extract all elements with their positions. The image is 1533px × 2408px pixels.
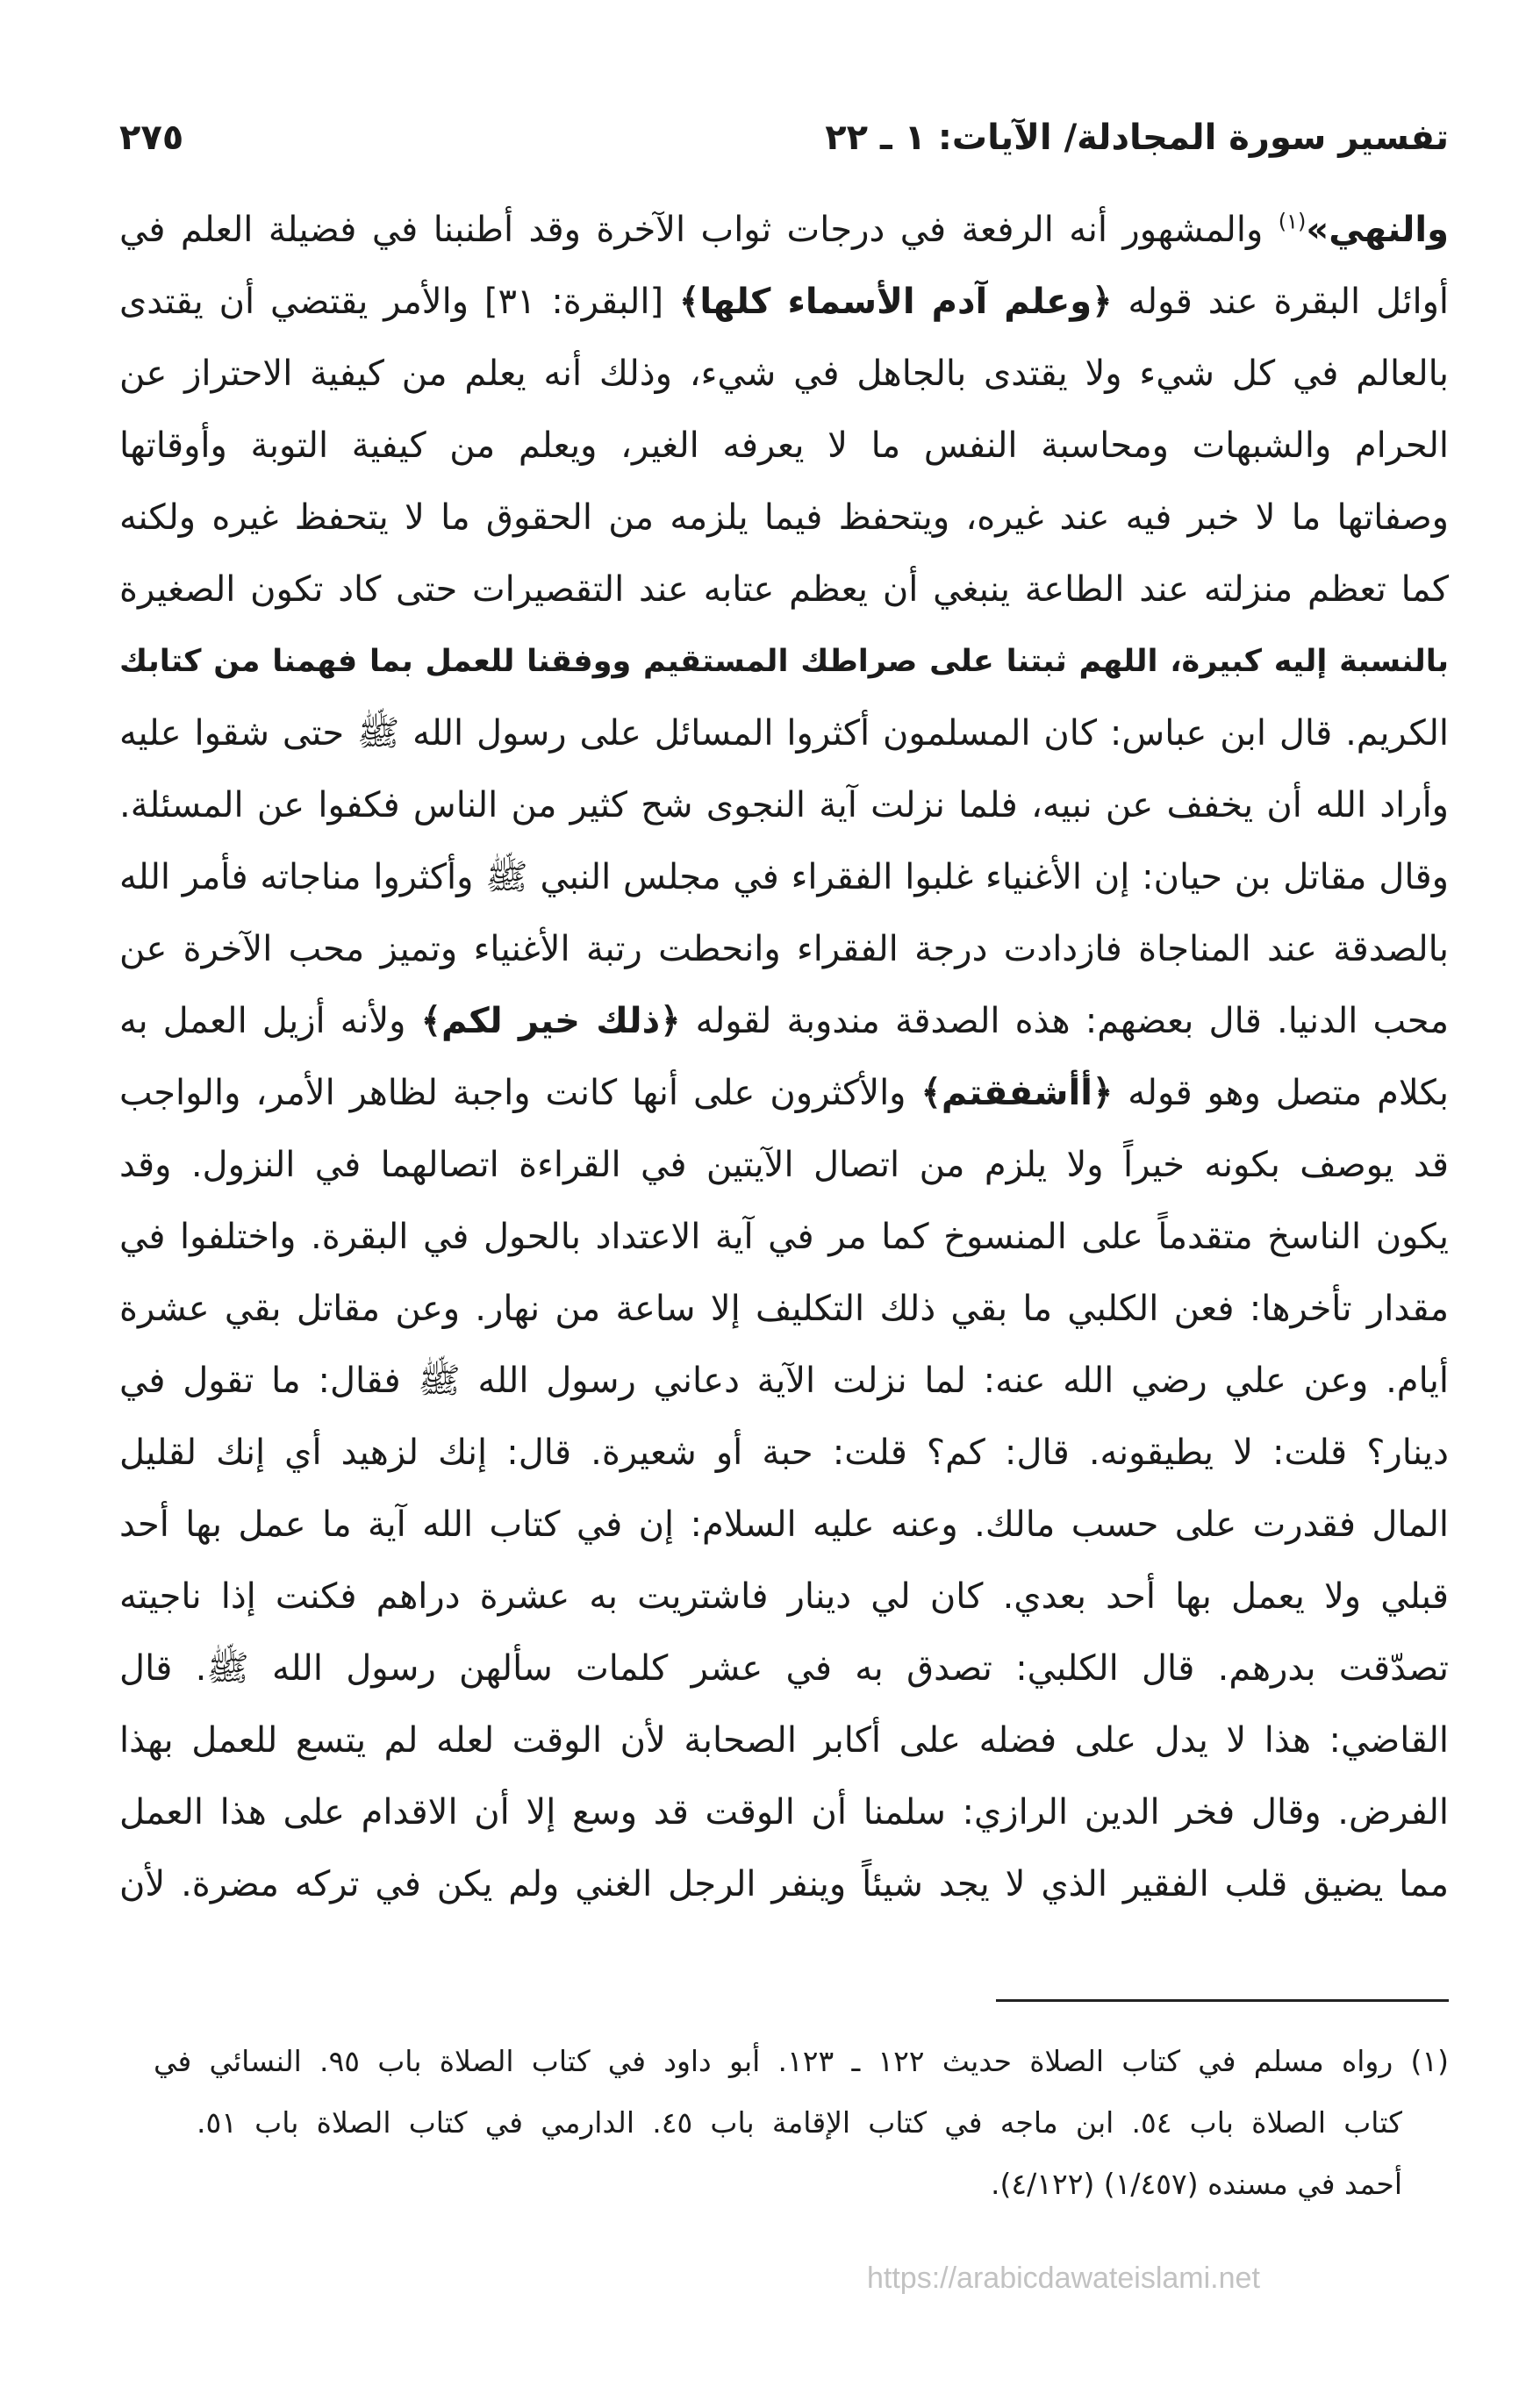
text-line bbox=[119, 1848, 1449, 1920]
text-line bbox=[119, 1201, 1449, 1273]
bold-text: بالنسبة إليه كبيرة، اللهم ثبتنا على صراطك المستقيم ووفقنا للعمل بما فهمنا من كتابك bbox=[119, 644, 1449, 679]
text-segment: والأكثرون على أنها كانت واجبة لظاهر الأمر، والواجب bbox=[119, 1073, 921, 1113]
text-segment: محب الدنيا. قال بعضهم: هذه الصدقة مندوبة لقوله bbox=[680, 1001, 1449, 1041]
text-segment: كما تعظم منزلته عند الطاعة ينبغي أن يعظم عتابه عند التقصيرات حتى كاد تكون الصغيرة bbox=[119, 569, 1449, 610]
text-line bbox=[119, 697, 1449, 769]
text-segment: مما يضيق قلب الفقير الذي لا يجد شيئاً وينفر الرجل الغني ولم يكن في تركه مضرة. لأن bbox=[119, 1864, 1449, 1904]
text-segment: بالعالم في كل شيء ولا يقتدى بالجاهل في شيء، وذلك أنه يعلم من كيفية الاحتراز عن bbox=[119, 354, 1449, 394]
text-segment: تصدّقت بدرهم. قال الكلبي: تصدق به في عشر كلمات سألهن رسول الله ﷺ. قال bbox=[119, 1648, 1449, 1689]
text-segment: الكريم. قال ابن عباس: كان المسلمون أكثروا المسائل على رسول الله ﷺ حتى شقوا عليه bbox=[119, 713, 1449, 754]
text-segment: وأراد الله أن يخفف عن نبيه، فلما نزلت آية النجوى شح كثير من الناس فكفوا عن المسئلة. bbox=[119, 785, 1449, 825]
text-segment: مقدار تأخرها: فعن الكلبي ما بقي ذلك التكليف إلا ساعة من نهار. وعن مقاتل بقي عشرة bbox=[119, 1289, 1449, 1329]
text-line bbox=[119, 1561, 1449, 1633]
quran-quote: ﴿ذلك خير لكم﴾ bbox=[420, 1001, 681, 1041]
quran-quote: ﴿وعلم آدم الأسماء كلها﴾ bbox=[678, 282, 1113, 322]
text-segment: وصفاتها ما لا خبر فيه عند غيره، ويتحفظ فيما يلزمه من الحقوق ما لا يتحفظ غيره ولكنه bbox=[119, 497, 1449, 538]
text-line bbox=[119, 913, 1449, 985]
text-segment: القاضي: هذا لا يدل على فضله على أكابر الصحابة لأن الوقت لعله لم يتسع للعمل بهذا bbox=[119, 1720, 1449, 1761]
footnote-line: كتاب الصلاة باب ٥٤. ابن ماجه في كتاب الإقامة باب ٤٥. الدارمي في كتاب الصلاة باب ٥١. bbox=[197, 2105, 1402, 2140]
text-line bbox=[119, 625, 1449, 697]
text-segment: وقال مقاتل بن حيان: إن الأغنياء غلبوا الفقراء في مجلس النبي ﷺ وأكثروا مناجاته فأمر الله bbox=[119, 857, 1449, 897]
text-line bbox=[119, 1489, 1449, 1561]
text-segment: قبلي ولا يعمل بها أحد بعدي. كان لي دينار فاشتريت به عشرة دراهم فكنت إذا ناجيته bbox=[119, 1576, 1449, 1617]
text-line bbox=[119, 1129, 1449, 1201]
text-line bbox=[119, 338, 1449, 410]
text-line bbox=[119, 1345, 1449, 1417]
body-text bbox=[119, 194, 1449, 1920]
bold-text: والنهي» bbox=[1306, 210, 1449, 250]
text-line bbox=[119, 554, 1449, 625]
footnote-line: (١) رواه مسلم في كتاب الصلاة حديث ١٢٢ ـ ١٢٣. أبو داود في كتاب الصلاة باب ٩٥. النسائي في bbox=[154, 2044, 1450, 2078]
text-line bbox=[119, 1633, 1449, 1704]
text-segment: الحرام والشبهات ومحاسبة النفس ما لا يعرفه الغير، ويعلم من كيفية التوبة وأوقاتها bbox=[119, 425, 1449, 466]
quran-quote: ﴿أأشفقتم﴾ bbox=[921, 1073, 1114, 1113]
text-line bbox=[119, 769, 1449, 841]
running-header bbox=[119, 111, 1449, 164]
footnote-line: أحمد في مسنده (١/٤٥٧) (٤/١٢٢). bbox=[991, 2167, 1402, 2201]
text-segment: قد يوصف بكونه خيراً ولا يلزم من اتصال الآيتين في القراءة اتصالهما في النزول. وقد bbox=[119, 1145, 1449, 1185]
watermark-url: https://arabicdawateislami.net bbox=[867, 2262, 1260, 2295]
text-line bbox=[119, 194, 1449, 266]
text-line bbox=[119, 985, 1449, 1057]
text-segment: أيام. وعن علي رضي الله عنه: لما نزلت الآية دعاني رسول الله ﷺ فقال: ما تقول في bbox=[119, 1361, 1449, 1401]
text-line bbox=[119, 1057, 1449, 1129]
text-line bbox=[119, 410, 1449, 482]
page-number: ٢٧٥ bbox=[119, 118, 184, 158]
footnote-marker: (١) bbox=[1278, 209, 1307, 234]
text-segment: الفرض. وقال فخر الدين الرازي: سلمنا أن الوقت قد وسع إلا أن الاقدام على هذا العمل bbox=[119, 1792, 1449, 1833]
text-line bbox=[119, 1704, 1449, 1776]
text-line bbox=[119, 482, 1449, 554]
text-segment: والمشهور أنه الرفعة في درجات ثواب الآخرة وقد أطنبنا في فضيلة العلم في bbox=[119, 210, 1279, 250]
header-title: تفسير سورة المجادلة/ الآيات: ١ ـ ٢٢ bbox=[825, 118, 1449, 158]
text-segment: بالصدقة عند المناجاة فازدادت درجة الفقراء وانحطت رتبة الأغنياء وتميز محب الآخرة عن bbox=[119, 929, 1449, 969]
text-segment: أوائل البقرة عند قوله bbox=[1112, 282, 1449, 322]
footnote-separator bbox=[996, 1999, 1449, 2002]
text-line bbox=[119, 841, 1449, 913]
text-line bbox=[119, 266, 1449, 338]
text-segment: المال فقدرت على حسب مالك. وعنه عليه السلام: إن في كتاب الله آية ما عمل بها أحد bbox=[119, 1504, 1449, 1545]
footnotes bbox=[154, 2031, 1449, 2215]
text-segment: بكلام متصل وهو قوله bbox=[1113, 1073, 1449, 1113]
text-line bbox=[119, 1417, 1449, 1489]
text-segment: ولأنه أزيل العمل به bbox=[119, 1001, 421, 1041]
text-line bbox=[119, 1273, 1449, 1345]
text-segment: يكون الناسخ متقدماً على المنسوخ كما مر في آية الاعتداد بالحول في البقرة. واختلفوا في bbox=[119, 1217, 1449, 1257]
text-segment: [البقرة: ٣١] والأمر يقتضي أن يقتدى bbox=[119, 282, 679, 322]
text-line bbox=[119, 1776, 1449, 1848]
text-segment: دينار؟ قلت: لا يطيقونه. قال: كم؟ قلت: حبة أو شعيرة. قال: إنك لزهيد أي إنك لقليل bbox=[119, 1433, 1449, 1473]
